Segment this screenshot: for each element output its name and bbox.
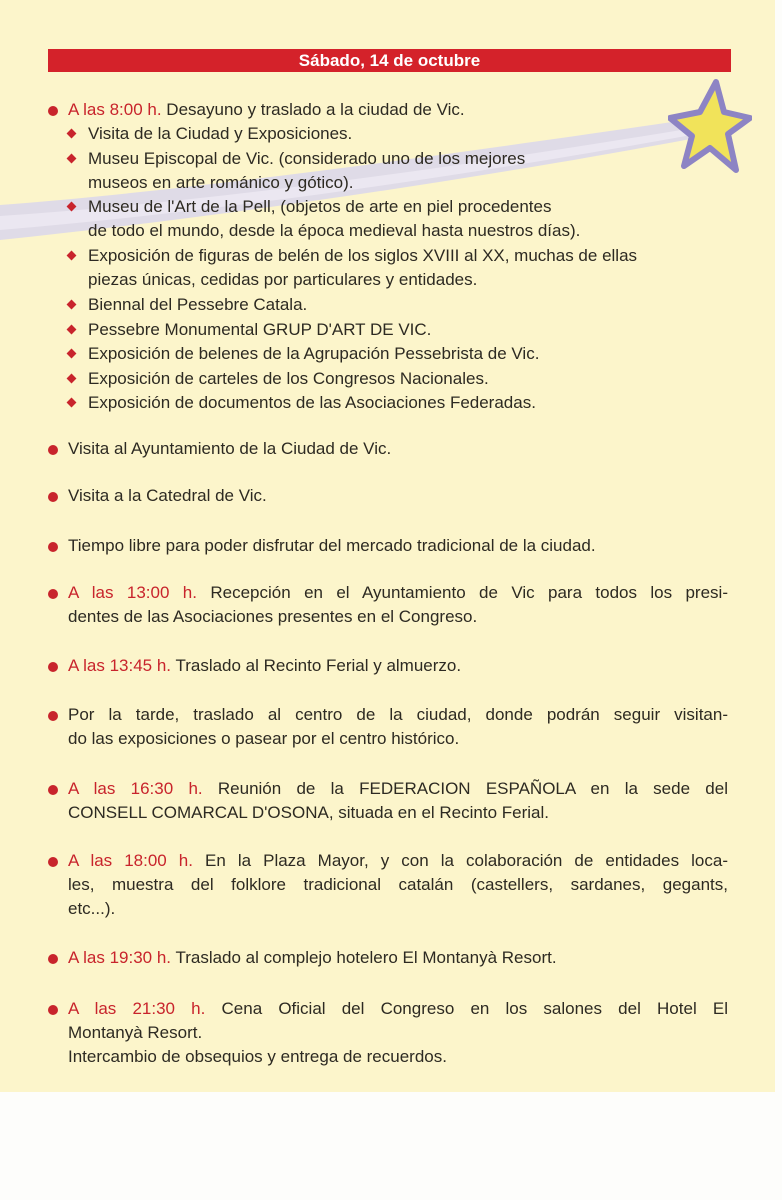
sub-item-line: Museu de l'Art de la Pell, (objetos de arte en piel procedentes (88, 197, 552, 216)
item-line (68, 98, 465, 122)
item-time: A las 18:00 h. (68, 851, 193, 870)
sub-item-line: de todo el mundo, desde la época medieval hasta nuestros días). (88, 221, 581, 240)
item-line (68, 1021, 202, 1045)
bullet-icon (48, 492, 58, 502)
item-text: Tiempo libre para poder disfrutar del mercado tradicional de la ciudad. (68, 536, 596, 555)
item-text: CONSELL COMARCAL D'OSONA, situada en el Recinto Ferial. (68, 803, 549, 822)
item-line (68, 534, 596, 558)
diamond-icon (67, 374, 77, 384)
item-text: En la Plaza Mayor, y con la colaboración de entidades loca- (192, 851, 728, 870)
item-time: A las 16:30 h. (68, 779, 203, 798)
item-time: A las 13:00 h. (68, 583, 197, 602)
item-text: Traslado al Recinto Ferial y almuerzo. (171, 656, 462, 675)
sub-item-line: Exposición de carteles de los Congresos Nacionales. (88, 369, 489, 388)
item-text: Cena Oficial del Congreso en los salones del Hotel El (205, 999, 728, 1018)
bullet-icon (48, 954, 58, 964)
sub-item-line: Visita de la Ciudad y Exposiciones. (88, 124, 353, 143)
item-line (68, 484, 267, 508)
item-line (68, 997, 728, 1021)
bullet-icon (48, 106, 58, 116)
sub-item-line: museos en arte románico y gótico). (88, 173, 354, 192)
item-line (68, 777, 728, 801)
bullet-icon (48, 1005, 58, 1015)
bullet-icon (48, 542, 58, 552)
item-line (68, 727, 459, 751)
item-line (68, 581, 728, 605)
bullet-icon (48, 589, 58, 599)
sub-item-line: Exposición de belenes de la Agrupación Pessebrista de Vic. (88, 344, 540, 363)
item-text: Por la tarde, traslado al centro de la ciudad, donde podrán seguir visitan- (68, 705, 728, 724)
item-line (68, 946, 557, 970)
diamond-icon (67, 300, 77, 310)
item-text: Traslado al complejo hotelero El Montanyà Resort. (171, 948, 557, 967)
item-line (68, 873, 728, 897)
item-line (68, 654, 461, 678)
item-time: A las 8:00 h. (68, 100, 162, 119)
day-header: Sábado, 14 de octubre (48, 49, 731, 72)
item-time: A las 21:30 h. (68, 999, 206, 1018)
diamond-icon (67, 398, 77, 408)
item-text: etc...). (68, 899, 116, 918)
item-line (68, 1045, 447, 1069)
diamond-icon (67, 349, 77, 359)
item-text: les, muestra del folklore tradicional catalán (castellers, sardanes, gegants, (68, 875, 728, 894)
item-text: do las exposiciones o pasear por el centro histórico. (68, 729, 460, 748)
sub-item-line: Museu Episcopal de Vic. (considerado uno de los mejores (88, 149, 526, 168)
item-text: Montanyà Resort. (68, 1023, 203, 1042)
item-line (68, 897, 115, 921)
item-line (68, 801, 549, 825)
item-text: dentes de las Asociaciones presentes en el Congreso. (68, 607, 478, 626)
star-icon (668, 78, 752, 178)
item-time: A las 19:30 h. (68, 948, 172, 967)
item-line (68, 437, 391, 461)
item-text: Intercambio de obsequios y entrega de recuerdos. (68, 1047, 447, 1066)
item-text: Visita a la Catedral de Vic. (68, 486, 267, 505)
item-time: A las 13:45 h. (68, 656, 172, 675)
bullet-icon (48, 785, 58, 795)
sub-item-line: Exposición de documentos de las Asociaciones Federadas. (88, 393, 536, 412)
sub-item-line: Biennal del Pessebre Catala. (88, 295, 308, 314)
item-line (68, 605, 477, 629)
bullet-icon (48, 857, 58, 867)
item-text: Desayuno y traslado a la ciudad de Vic. (161, 100, 465, 119)
bullet-icon (48, 711, 58, 721)
item-text: Reunión de la FEDERACION ESPAÑOLA en la sede del (202, 779, 728, 798)
item-line (68, 849, 728, 873)
item-text: Recepción en el Ayuntamiento de Vic para todos los presi- (196, 583, 728, 602)
sub-item-line: Exposición de figuras de belén de los siglos XVIII al XX, muchas de ellas (88, 246, 638, 265)
diamond-icon (67, 325, 77, 335)
sub-item-line: Pessebre Monumental GRUP D'ART DE VIC. (88, 320, 432, 339)
bullet-icon (48, 445, 58, 455)
sub-item-line: piezas únicas, cedidas por particulares y entidades. (88, 270, 478, 289)
bullet-icon (48, 662, 58, 672)
item-line (68, 703, 728, 727)
item-text: Visita al Ayuntamiento de la Ciudad de Vic. (68, 439, 392, 458)
